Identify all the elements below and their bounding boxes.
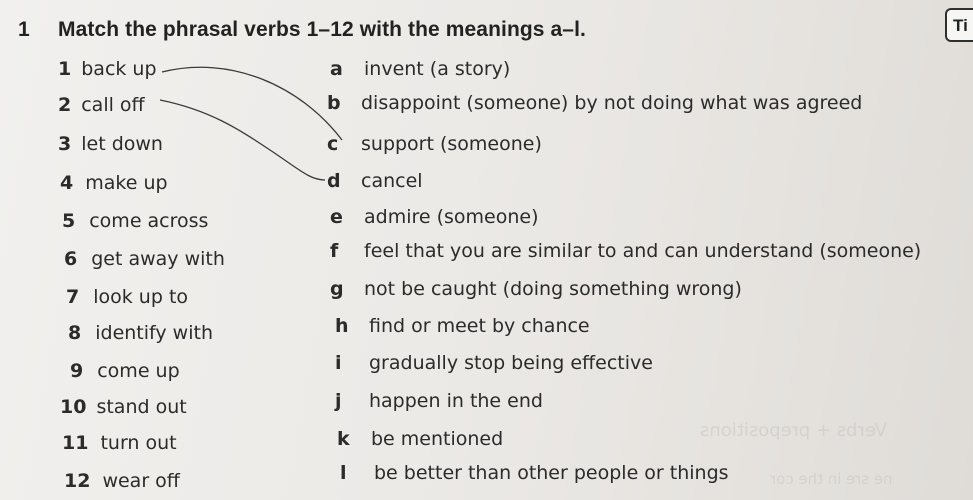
- verb-number: 9: [70, 360, 84, 382]
- meaning-item: [330, 240, 921, 262]
- meaning-text: disappoint (someone) by not doing what was agreed: [361, 92, 863, 114]
- verb-number: 6: [64, 248, 78, 270]
- verb-number: 2: [58, 94, 72, 116]
- meaning-letter: f: [330, 240, 339, 262]
- verb-text: identify with: [95, 322, 213, 344]
- match-line-2-d: [160, 100, 325, 180]
- instruction-text: Match the phrasal verbs 1–12 with the meanings a–l.: [58, 18, 586, 41]
- meaning-item: [335, 315, 590, 337]
- verb-number: 1: [58, 58, 72, 80]
- verb-item: [62, 210, 208, 232]
- meaning-item: [330, 278, 742, 300]
- verb-item: [66, 286, 188, 308]
- meaning-text: not be caught (doing something wrong): [364, 278, 742, 300]
- meaning-letter: g: [330, 278, 344, 300]
- verb-text: stand out: [96, 396, 187, 418]
- meaning-item: [330, 58, 510, 80]
- exercise-number: 1: [18, 18, 30, 41]
- verb-item: [68, 322, 213, 344]
- verb-number: 11: [62, 432, 89, 454]
- exercise-instruction: [18, 18, 586, 42]
- verb-item: [70, 360, 180, 382]
- meaning-item: [330, 206, 539, 228]
- verb-text: wear off: [102, 470, 180, 492]
- meaning-text: admire (someone): [364, 206, 539, 228]
- meaning-item: [327, 170, 423, 192]
- meaning-text: be better than other people or things: [374, 462, 729, 484]
- meaning-text: cancel: [361, 170, 423, 192]
- show-through-text: Verbs + prepositions: [700, 420, 887, 441]
- meaning-item: [335, 352, 653, 374]
- verb-text: come up: [97, 360, 180, 382]
- verb-item: [58, 94, 145, 116]
- verb-text: let down: [81, 133, 163, 155]
- verb-item: [58, 58, 157, 80]
- meaning-item: [335, 390, 543, 412]
- meaning-item: [340, 462, 729, 484]
- verb-text: look up to: [93, 286, 189, 308]
- meaning-text: invent (a story): [364, 58, 511, 80]
- verb-number: 7: [66, 286, 80, 308]
- verb-number: 5: [62, 210, 76, 232]
- verb-item: [64, 248, 225, 270]
- verb-item: [58, 133, 163, 155]
- verb-item: [60, 172, 168, 194]
- meaning-text: be mentioned: [371, 428, 504, 450]
- meaning-text: feel that you are similar to and can understand (someone): [364, 240, 922, 262]
- meaning-letter: k: [337, 428, 350, 450]
- meaning-text: gradually stop being effective: [369, 352, 653, 374]
- meaning-item: [337, 428, 503, 450]
- verb-item: [62, 432, 177, 454]
- verb-number: 10: [60, 396, 87, 418]
- meaning-letter: d: [327, 170, 341, 192]
- meaning-letter: b: [327, 92, 341, 114]
- verb-text: call off: [81, 94, 145, 116]
- meaning-letter: i: [335, 352, 342, 374]
- meaning-item: [327, 133, 542, 155]
- meaning-text: support (someone): [361, 133, 542, 155]
- verb-item: [60, 396, 187, 418]
- verb-text: make up: [85, 172, 168, 194]
- meaning-letter: e: [330, 206, 343, 228]
- verb-text: back up: [81, 58, 157, 80]
- verb-number: 12: [64, 470, 91, 492]
- verb-number: 3: [58, 133, 72, 155]
- verb-item: [64, 470, 180, 492]
- meaning-letter: a: [330, 58, 343, 80]
- corner-tab: Ti: [945, 8, 973, 42]
- show-through-text: ne sre in the cor: [770, 470, 893, 488]
- meaning-text: happen in the end: [369, 390, 543, 412]
- meaning-text: find or meet by chance: [369, 315, 590, 337]
- meaning-item: [327, 92, 862, 114]
- meaning-letter: h: [335, 315, 349, 337]
- meaning-letter: l: [340, 462, 347, 484]
- match-line-1-c: [162, 67, 342, 140]
- verb-text: come across: [89, 210, 209, 232]
- verb-number: 8: [68, 322, 82, 344]
- meaning-letter: j: [335, 390, 342, 412]
- meaning-letter: c: [327, 133, 339, 155]
- verb-text: turn out: [100, 432, 177, 454]
- verb-number: 4: [60, 172, 74, 194]
- verb-text: get away with: [91, 248, 225, 270]
